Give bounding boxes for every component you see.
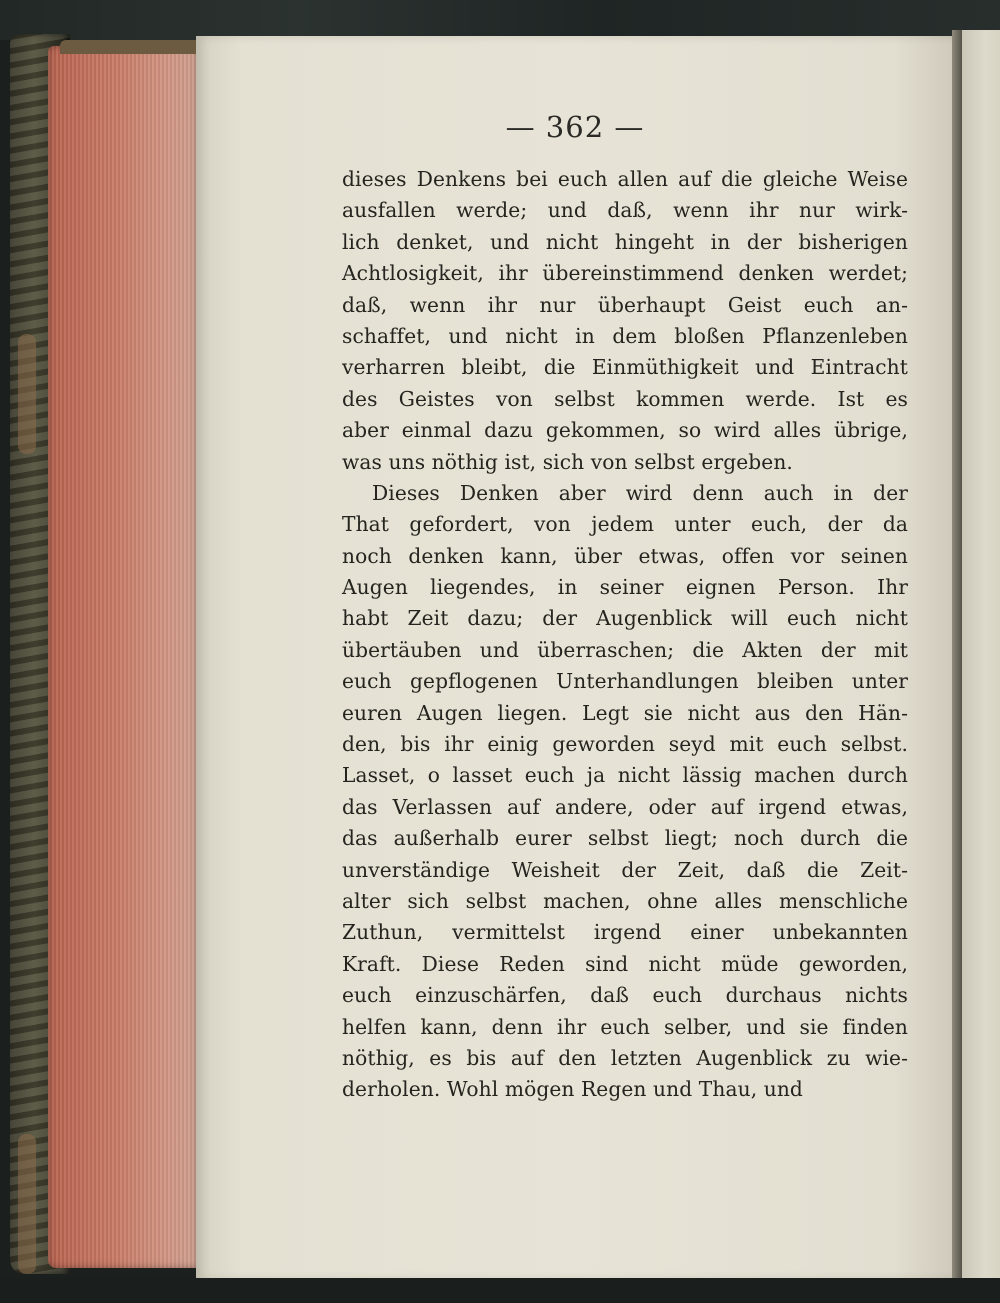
text-line: alter sich selbst machen, ohne alles menschliche bbox=[342, 888, 908, 913]
cover-wear-spot bbox=[18, 334, 36, 454]
page-edges bbox=[48, 46, 198, 1268]
text-line: was uns nöthig ist, sich von selbst ergeben. bbox=[342, 449, 793, 474]
text-line: That gefordert, von jedem unter euch, der da bbox=[342, 512, 908, 537]
text-line: euch gepflogenen Unterhandlungen bleiben unter bbox=[342, 669, 908, 694]
scanner-background-bottom bbox=[0, 1278, 1000, 1303]
text-line: übertäuben und überraschen; die Akten der mit bbox=[342, 637, 908, 662]
text-line: Dieses Denken aber wird denn auch in der bbox=[372, 480, 908, 505]
text-line: Kraft. Diese Reden sind nicht müde geworden, bbox=[342, 951, 908, 976]
text-line: dieses Denkens bei euch allen auf die gleiche Weise bbox=[342, 167, 908, 191]
text-line: Lasset, o lasset euch ja nicht lässig machen durch bbox=[342, 763, 908, 788]
text-line: lich denket, und nicht hingeht in der bisherigen bbox=[342, 229, 908, 254]
text-line: Achtlosigkeit, ihr übereinstimmend denken werdet; bbox=[342, 261, 908, 286]
text-line: schaffet, und nicht in dem bloßen Pflanzenleben bbox=[342, 323, 908, 348]
text-line: nöthig, es bis auf den letzten Augenblick zu wie- bbox=[342, 1045, 908, 1070]
text-line: noch denken kann, über etwas, offen vor seinen bbox=[342, 543, 908, 568]
text-line: verharren bleibt, die Einmüthigkeit und Eintracht bbox=[342, 355, 908, 380]
text-line: unverständige Weisheit der Zeit, daß die Zeit- bbox=[342, 857, 908, 882]
text-line: ausfallen werde; und daß, wenn ihr nur wirk- bbox=[342, 198, 908, 223]
text-line: helfen kann, denn ihr euch selber, und sie finden bbox=[342, 1014, 908, 1039]
text-line: euch einzuschärfen, daß euch durchaus nichts bbox=[342, 983, 908, 1008]
facing-page-edge bbox=[962, 30, 1000, 1288]
text-line: des Geistes von selbst kommen werde. Ist es bbox=[342, 386, 908, 411]
page-edges-top bbox=[60, 40, 200, 54]
text-line: das außerhalb eurer selbst liegt; noch durch die bbox=[342, 826, 908, 851]
text-line: aber einmal dazu gekommen, so wird alles übrige, bbox=[342, 418, 908, 443]
scanner-background bbox=[0, 0, 1000, 40]
cover-wear-spot bbox=[18, 1134, 36, 1274]
text-line: Zuthun, vermittelst irgend einer unbekannten bbox=[342, 920, 908, 945]
text-line: derholen. Wohl mögen Regen und Thau, und bbox=[342, 1077, 803, 1102]
text-line: euren Augen liegen. Legt sie nicht aus den Hän- bbox=[342, 700, 908, 725]
text-line: habt Zeit dazu; der Augenblick will euch nicht bbox=[342, 606, 908, 631]
text-line: das Verlassen auf andere, oder auf irgend etwas, bbox=[342, 794, 908, 819]
page-text bbox=[342, 164, 908, 1106]
text-line: daß, wenn ihr nur überhaupt Geist euch an- bbox=[342, 292, 908, 317]
text-line: Augen liegendes, in seiner eignen Person. Ihr bbox=[342, 575, 908, 600]
text-line: den, bis ihr einig geworden seyd mit euch selbst. bbox=[342, 732, 908, 757]
page-number: — 362 — bbox=[505, 110, 645, 144]
book-page bbox=[196, 36, 954, 1280]
